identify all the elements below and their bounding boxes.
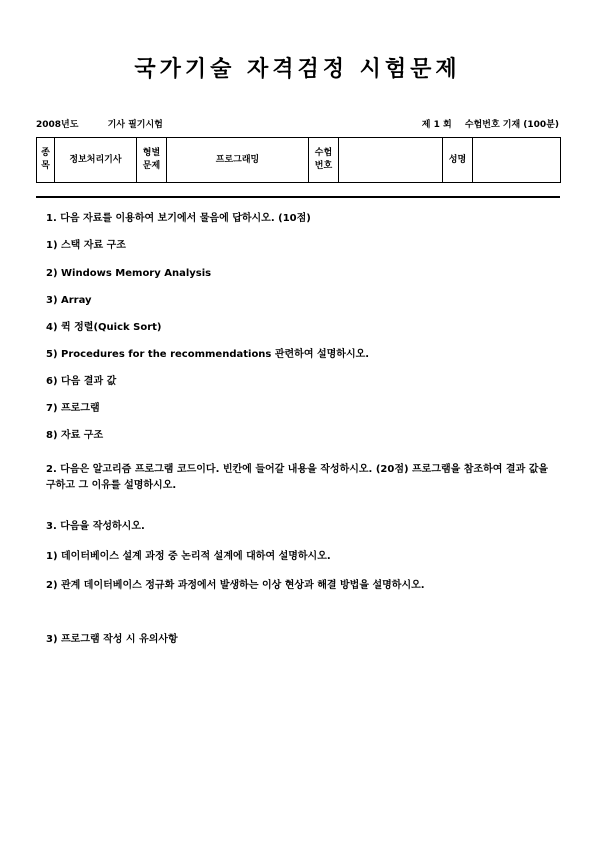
question-2: 2. 다음은 알고리즘 프로그램 코드이다. 빈칸에 들어갈 내용을 작성하시오. (20점) 프로그램을 참조하여 결과 값을 구하고 그 이유를 설명하시오. (46, 464, 549, 491)
sub-item: 1) 스택 자료 구조 (46, 240, 126, 251)
type-value: 프로그래밍 (167, 138, 309, 183)
page-title: 국가기술 자격검정 시험문제 (134, 57, 461, 82)
sub-item: 3) Array (46, 295, 92, 306)
sub-item: 8) 자료 구조 (46, 430, 104, 441)
exam-info-table (36, 137, 561, 183)
header-divider (36, 196, 560, 198)
exam-meta-right (412, 117, 559, 130)
exam-meta-left (36, 117, 189, 130)
sub-item: 7) 프로그램 (46, 403, 100, 414)
name-field[interactable] (473, 138, 561, 183)
sub-item: 2) Windows Memory Analysis (46, 268, 212, 279)
sub-item: 3) 프로그램 작성 시 유의사항 (46, 634, 178, 645)
sub-item: 1) 데이터베이스 설계 과정 중 논리적 설계에 대하여 설명하시오. (46, 551, 331, 562)
name-label: 성명 (443, 138, 473, 183)
subject-label: 종목 (37, 138, 55, 183)
exam-type: 기사 필기시험 (107, 120, 163, 130)
type-label: 형별 문제 (137, 138, 167, 183)
sub-item: 6) 다음 결과 값 (46, 376, 117, 387)
exam-number-field[interactable] (339, 138, 443, 183)
exam-number-label: 수험 번호 (309, 138, 339, 183)
question-3: 3. 다음을 작성하시오. (46, 521, 145, 532)
question-1: 1. 다음 자료를 이용하여 보기에서 물음에 답하시오. (10점) (46, 213, 311, 224)
sub-item: 2) 관계 데이터베이스 정규화 과정에서 발생하는 이상 현상과 해결 방법을 설명하시오. (46, 580, 425, 591)
sub-item: 5) Procedures for the recommendations 관련하여 설명하시오. (46, 349, 370, 360)
sub-item: 4) 퀵 정렬(Quick Sort) (46, 322, 162, 333)
subject-value: 정보처리기사 (55, 138, 137, 183)
exam-year: 2008년도 (36, 120, 79, 130)
exam-round: 제 1 회 (421, 120, 452, 130)
exam-duration: 수험번호 기재 (100분) (464, 120, 559, 130)
